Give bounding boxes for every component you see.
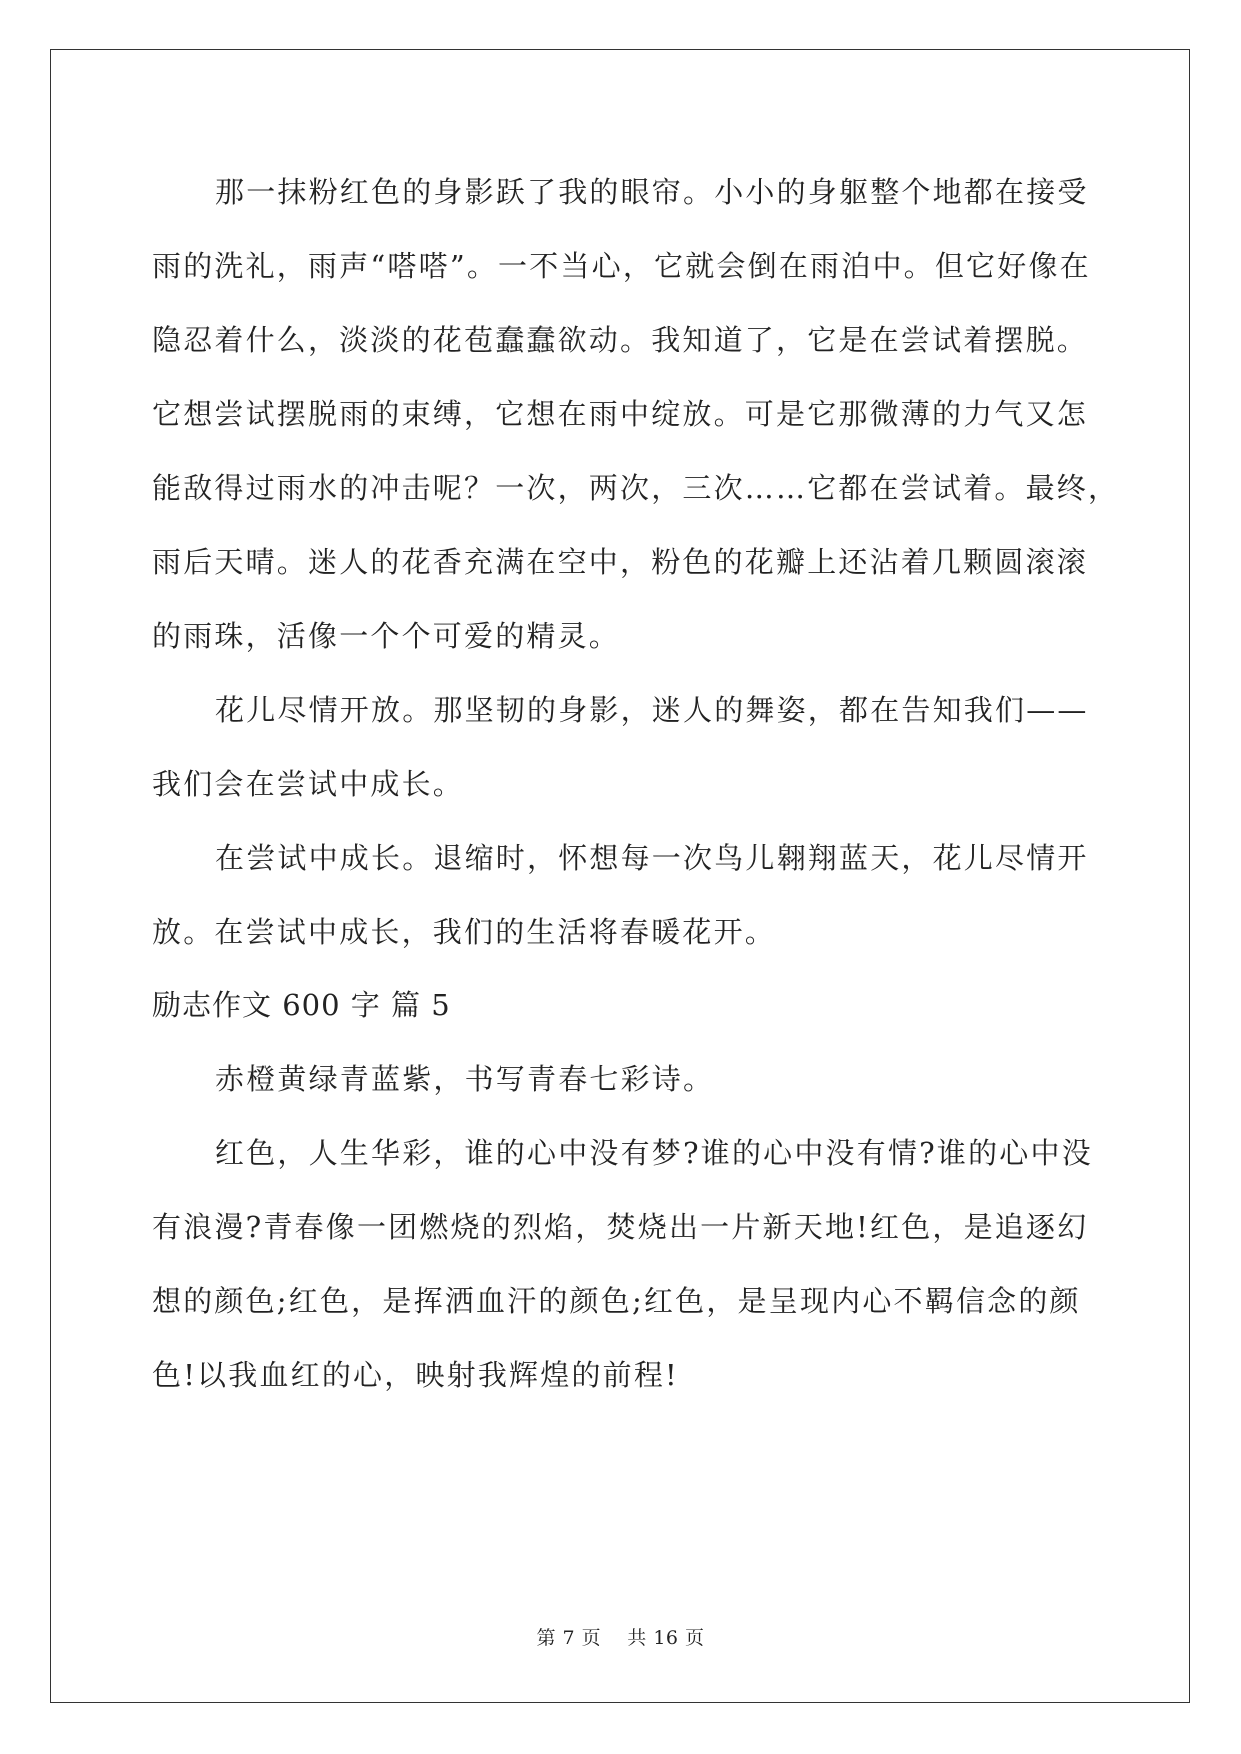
paragraph-line: 雨的洗礼，雨声“嗒嗒”。一不当心，它就会倒在雨泊中。但它好像在: [152, 249, 1091, 283]
page-number: 第 7 页 共 16 页: [536, 1627, 705, 1649]
paragraph-line: 雨后天晴。迷人的花香充满在空中，粉色的花瓣上还沾着几颗圆滚滚: [152, 545, 1089, 579]
paragraph-line: 的雨珠，活像一个个可爱的精灵。: [152, 619, 621, 653]
paragraph-line: 花儿尽情开放。那坚韧的身影，迷人的舞姿，都在告知我们——: [215, 693, 1089, 727]
paragraph-line: 想的颜色;红色，是挥洒血汗的颜色;红色，是呈现内心不羁信念的颜: [152, 1284, 1081, 1318]
paragraph-line: 能敌得过雨水的冲击呢？一次，两次，三次……它都在尝试着。最终，: [152, 471, 1120, 505]
paragraph-line: 我们会在尝试中成长。: [152, 767, 465, 801]
paragraph-line: 那一抹粉红色的身影跃了我的眼帘。小小的身躯整个地都在接受: [215, 175, 1089, 209]
paragraph-line: 放。在尝试中成长，我们的生活将春暖花开。: [152, 915, 777, 949]
paragraph-line: 它想尝试摆脱雨的束缚，它想在雨中绽放。可是它那微薄的力气又怎: [152, 397, 1089, 431]
paragraph-line: 隐忍着什么，淡淡的花苞蠢蠢欲动。我知道了，它是在尝试着摆脱。: [152, 323, 1089, 357]
paragraph-line: 赤橙黄绿青蓝紫，书写青春七彩诗。: [215, 1062, 715, 1096]
section-heading: 励志作文 600 字 篇 5: [152, 988, 451, 1022]
paragraph-line: 有浪漫?青春像一团燃烧的烈焰，焚烧出一片新天地!红色，是追逐幻: [152, 1210, 1089, 1244]
page-footer: [0, 1626, 1241, 1650]
paragraph-line: 在尝试中成长。退缩时，怀想每一次鸟儿翱翔蓝天，花儿尽情开: [215, 841, 1089, 875]
paragraph-line: 红色，人生华彩，谁的心中没有梦?谁的心中没有情?谁的心中没: [215, 1136, 1093, 1170]
paragraph-line: 色!以我血红的心，映射我辉煌的前程!: [152, 1358, 679, 1392]
